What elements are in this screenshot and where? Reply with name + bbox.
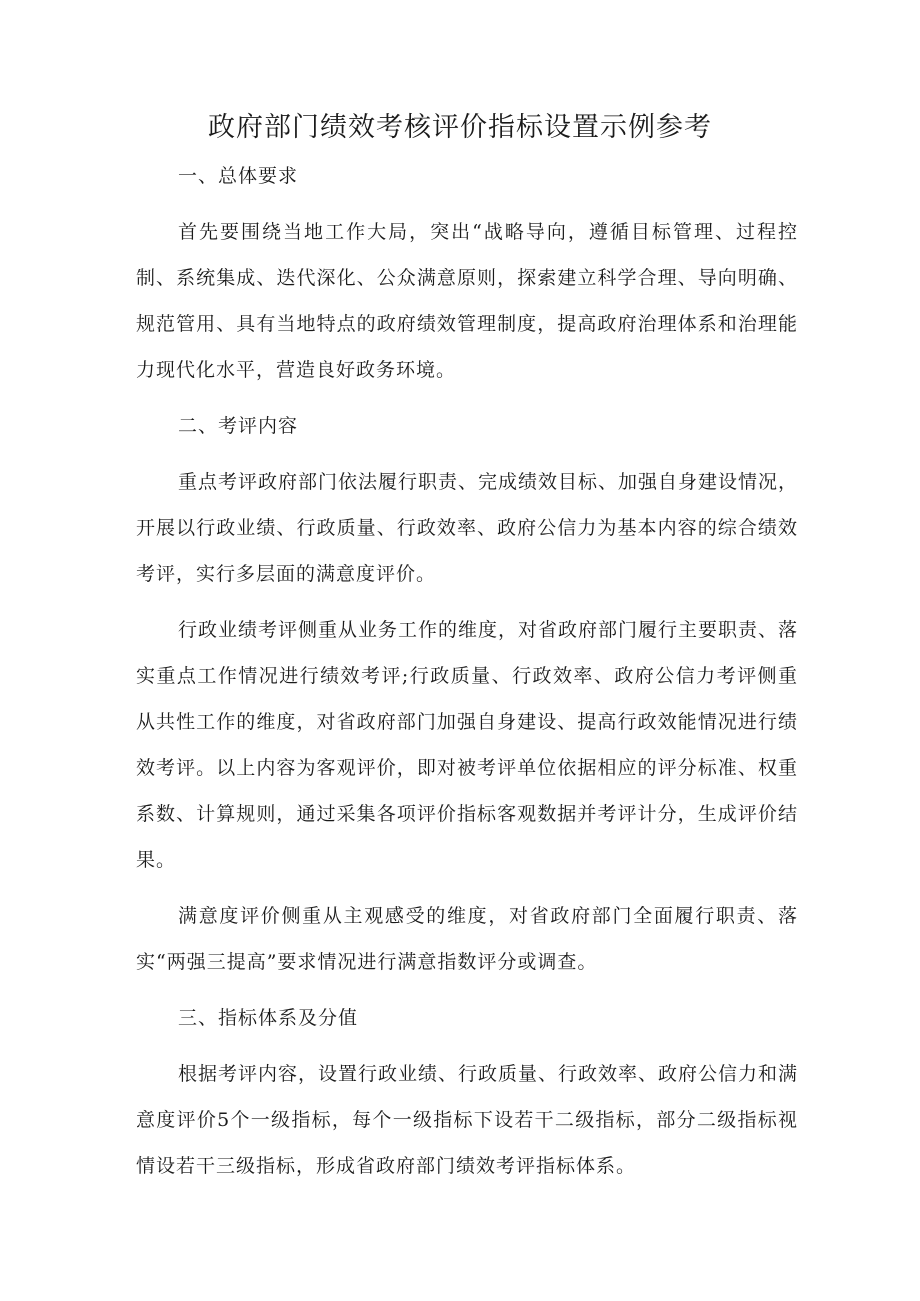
section-heading-evaluation-content: 二、考评内容	[178, 415, 299, 437]
paragraph-evaluation-focus: 重点考评政府部门依法履行职责、完成绩效目标、加强自身建设情况，开展以行政业绩、行政质量、行政效率、政府公信力为基本内容的综合绩效考评，实行多层面的满意度评价。	[136, 471, 799, 585]
section-heading-indicator-system: 三、指标体系及分值	[178, 1007, 359, 1029]
paragraph-indicator-system: 根据考评内容，设置行政业绩、行政质量、行政效率、政府公信力和满意度评价5个一级指标，每个一级指标下设若干二级指标，部分二级指标视情设若干三级指标，形成省政府部门绩效考评指标体系。	[136, 1063, 799, 1177]
document-body	[136, 153, 798, 1189]
paragraph-general-requirements: 首先要围绕当地工作大局，突出“战略导向，遵循目标管理、过程控制、系统集成、迭代深化、公众满意原则，探索建立科学合理、导向明确、规范管用、具有当地特点的政府绩效管理制度，提高政府治理体系和治理能力现代化水平，营造良好政务环境。	[136, 221, 798, 381]
paragraph-satisfaction-evaluation: 满意度评价侧重从主观感受的维度，对省政府部门全面履行职责、落实“两强三提高”要求情况进行满意指数评分或调查。	[136, 905, 798, 973]
paragraph-performance-evaluation: 行政业绩考评侧重从业务工作的维度，对省政府部门履行主要职责、落实重点工作情况进行绩效考评;行政质量、行政效率、政府公信力考评侧重从共性工作的维度，对省政府部门加强自身建设、提高行政效能情况进行绩效考评。以上内容为客观评价，即对被考评单位依据相应的评分标准、权重系数、计算规则，通过采集各项评价指标客观数据并考评计分，生成评价结果。	[136, 619, 799, 871]
document-title: 政府部门绩效考核评价指标设置示例参考	[208, 112, 712, 143]
section-heading-general-requirements: 一、总体要求	[178, 165, 299, 187]
